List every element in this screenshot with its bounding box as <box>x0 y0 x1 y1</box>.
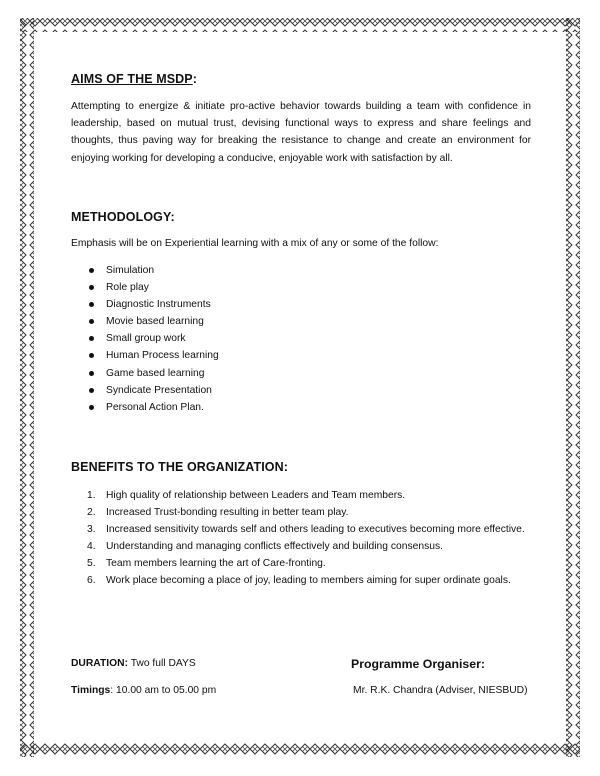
list-item: Movie based learning <box>71 313 219 330</box>
list-item: Role play <box>71 279 219 296</box>
benefits-heading: BENEFITS TO THE ORGANIZATION: <box>71 460 289 474</box>
aims-heading: AIMS OF THE MSDP: <box>71 72 198 86</box>
list-item: Personal Action Plan. <box>71 399 219 416</box>
list-item: Small group work <box>71 330 219 347</box>
list-item: 3. Increased sensitivity towards self and others leading to executives becoming more effective. <box>87 524 525 535</box>
list-item: 6. Work place becoming a place of joy, leading to members aiming for super ordinate goals. <box>87 575 511 586</box>
organiser-heading: Programme Organiser: <box>351 657 485 671</box>
benefits-list <box>71 487 529 589</box>
list-item: 1. High quality of relationship between Leaders and Team members. <box>87 490 406 501</box>
timings-line: Timings: 10.00 am to 05.00 pm <box>71 685 217 696</box>
list-item: Simulation <box>71 262 219 279</box>
organiser-name: Mr. R.K. Chandra (Adviser, NIESBUD) <box>353 685 528 696</box>
methodology-heading: METHODOLOGY: <box>71 210 175 224</box>
methodology-list <box>71 262 219 416</box>
list-item: 5. Team members learning the art of Care-fronting. <box>87 558 326 569</box>
list-item: Diagnostic Instruments <box>71 296 219 313</box>
methodology-intro: Emphasis will be on Experiential learning with a mix of any or some of the follow: <box>71 238 439 249</box>
list-item: Syndicate Presentation <box>71 382 219 399</box>
list-item: 4. Understanding and managing conflicts effectively and building consensus. <box>87 541 443 552</box>
duration-line: DURATION: Two full DAYS <box>71 658 196 669</box>
list-item: Game based learning <box>71 365 219 382</box>
aims-paragraph: Attempting to energize & initiate pro-active behavior towards building a team with confidence in leadership, based on mutual trust, devising functional ways to express and share feelings and thoughts, thus paving way for breaking the resistance to change and create an environment for enjoying working for developing a conducive, enjoyable work with satisfaction by all. <box>71 101 531 164</box>
list-item: Human Process learning <box>71 347 219 364</box>
list-item: 2. Increased Trust-bonding resulting in better team play. <box>87 507 349 518</box>
